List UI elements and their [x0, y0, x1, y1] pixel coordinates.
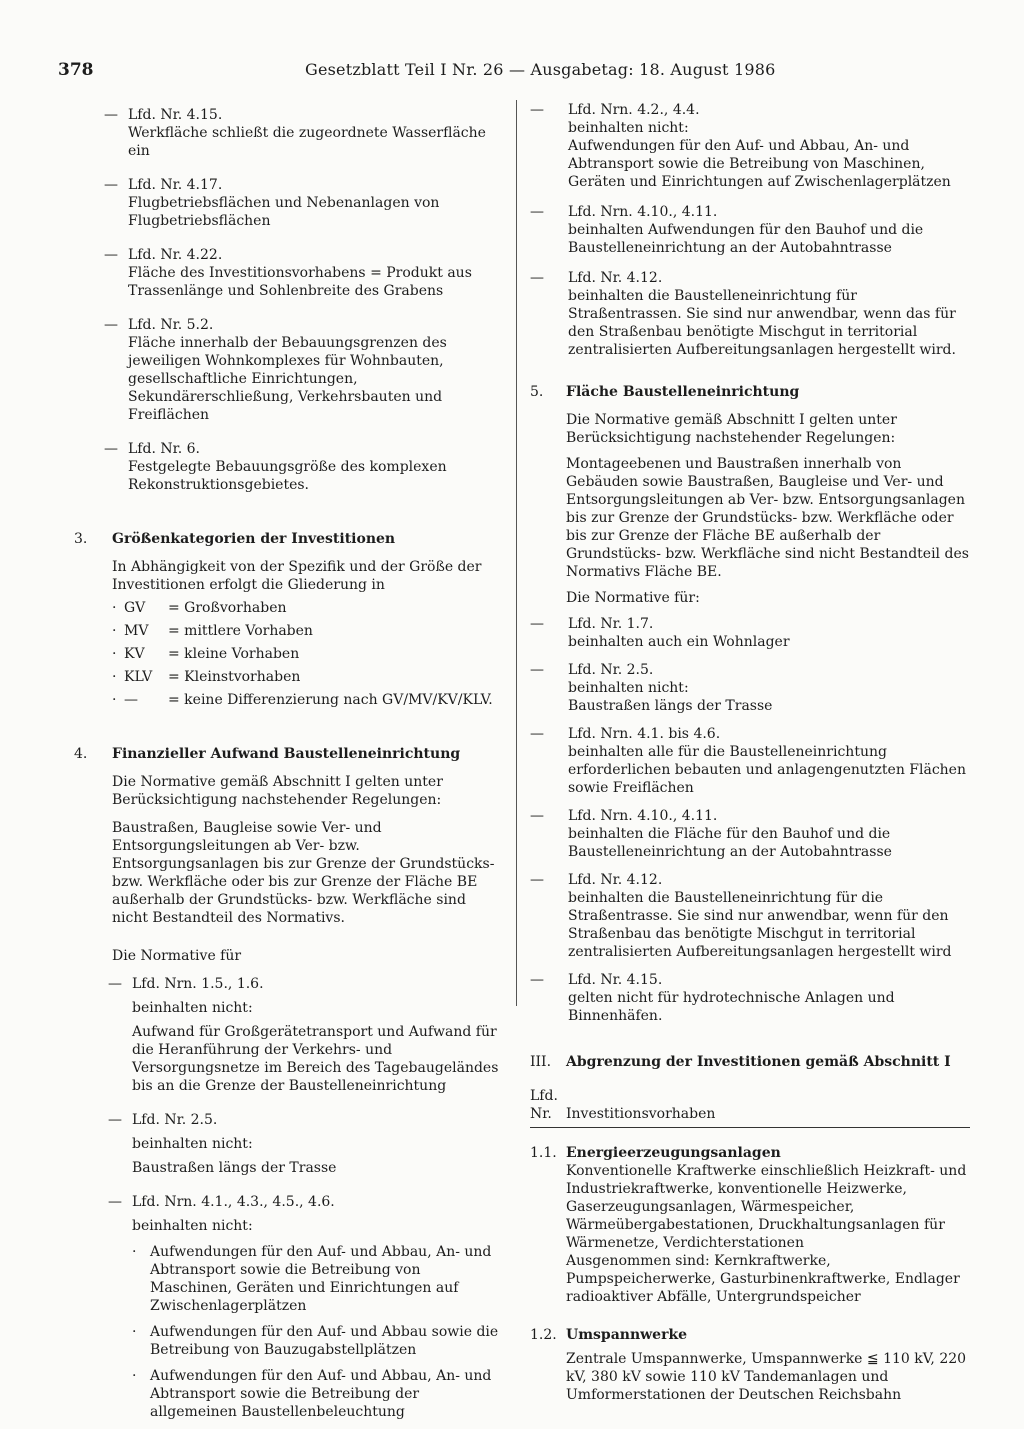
- dash: —: [104, 441, 118, 457]
- column-header-lfd: Lfd.: [530, 1088, 558, 1104]
- section-heading: [74, 745, 506, 763]
- dash: —: [108, 1112, 122, 1128]
- item-ref: Lfd. Nrn. 4.10., 4.11.: [568, 808, 718, 824]
- bullet: ·: [132, 1368, 137, 1384]
- bullet-item: [84, 1367, 506, 1421]
- item-text: Werkfläche schließt die zugeordnete Wasserfläche ein: [128, 125, 486, 159]
- list-item: [84, 176, 506, 230]
- item-text: Baustraßen längs der Trasse: [132, 1160, 337, 1176]
- column-header-nr: Nr.: [530, 1106, 552, 1122]
- list-item: [530, 203, 970, 257]
- dash: —: [530, 808, 544, 824]
- section-heading: [74, 530, 506, 548]
- paragraph: Die Normative für:: [566, 590, 700, 606]
- list-item: [530, 971, 970, 1025]
- item-ref: Lfd. Nrn. 4.2., 4.4.: [568, 102, 700, 118]
- entry-text: Ausgenommen sind: Kernkraftwerke, Pumpspeicherwerke, Gasturbinenkraftwerke, Endlager radioaktiver Abfälle, Untergrundspeicher: [566, 1253, 960, 1305]
- item-text: beinhalten die Fläche für den Bauhof und die Baustelleneinrichtung an der Autobahntrasse: [568, 826, 892, 860]
- list-item: [84, 316, 506, 424]
- item-text: Aufwendungen für den Auf- und Abbau, An- und Abtransport sowie die Betreibung von Maschinen, Geräten und Einrichtungen auf Zwischenlagerplätzen: [568, 138, 951, 190]
- item-text: Festgelegte Bebauungsgröße des komplexen Rekonstruktionsgebietes.: [128, 459, 447, 493]
- section-title: Finanzieller Aufwand Baustelleneinrichtung: [112, 746, 461, 762]
- section-number: 3.: [74, 531, 88, 547]
- dash: —: [104, 177, 118, 193]
- item-text: beinhalten nicht:: [568, 120, 689, 136]
- list-item: [84, 1111, 506, 1177]
- category-abbr: KLV: [124, 669, 153, 685]
- page-number: 378: [58, 60, 94, 80]
- category-abbr: MV: [124, 623, 149, 639]
- entry-number: 1.2.: [530, 1327, 557, 1343]
- list-item: [530, 615, 970, 651]
- bullet: ·: [112, 623, 117, 639]
- item-text: Flugbetriebsflächen und Nebenanlagen von Flugbetriebsflächen: [128, 195, 440, 229]
- category-def: = mittlere Vorhaben: [168, 623, 313, 639]
- item-text: beinhalten auch ein Wohnlager: [568, 634, 790, 650]
- item-ref: Lfd. Nr. 5.2.: [128, 317, 214, 333]
- entry-number: 1.1.: [530, 1145, 557, 1161]
- list-item: [84, 106, 506, 160]
- item-ref: Lfd. Nr. 4.15.: [568, 972, 663, 988]
- bullet-item: [84, 1243, 506, 1315]
- bullet: ·: [132, 1244, 137, 1260]
- list-item: [530, 725, 970, 797]
- bullet: ·: [112, 600, 117, 616]
- entry-text: Konventionelle Kraftwerke einschließlich Heizkraft- und Industriekraftwerke, konventionelle Heizwerke, Gaserzeugungsanlagen, Wärmespeicher, Wärmeübergabestationen, Druckhaltungsanlagen für Wärmenetze, Verdichterstationen: [566, 1163, 967, 1251]
- column-divider: [516, 100, 517, 1006]
- category-abbr: GV: [124, 600, 146, 616]
- item-text: beinhalten nicht:: [568, 680, 689, 696]
- item-ref: Lfd. Nrn. 4.1., 4.3., 4.5., 4.6.: [132, 1194, 335, 1210]
- entry-text: Zentrale Umspannwerke, Umspannwerke ≦ 110 kV, 220 kV, 380 kV sowie 110 kV Tandemanlagen und Umformerstationen der Deutschen Reichsbahn: [566, 1351, 967, 1403]
- dash: —: [530, 662, 544, 678]
- dash: —: [530, 102, 544, 118]
- dash: —: [530, 726, 544, 742]
- paragraph: Die Normative für: [112, 948, 242, 964]
- item-text: Aufwand für Großgerätetransport und Aufwand für die Heranführung der Verkehrs- und Versorgungsnetze im Bereich des Tagebaugeländes bis an die Grenze der Baustelleneinrichtung: [132, 1024, 499, 1094]
- category-def: = keine Differenzierung nach GV/MV/KV/KLV.: [168, 692, 493, 708]
- list-item: [84, 440, 506, 494]
- dash: —: [104, 247, 118, 263]
- dash: —: [530, 616, 544, 632]
- list-item: [84, 1193, 506, 1235]
- item-ref: Lfd. Nr. 6.: [128, 441, 201, 457]
- right-column: [530, 101, 970, 1404]
- bullet: ·: [112, 669, 117, 685]
- paragraph: Montageebenen und Baustraßen innerhalb von Gebäuden sowie Baustraßen, Baugleise und Ver- und Entsorgungsleitungen ab Ver- bzw. Entsorgungsanlagen bis zur Grenze der Grundstücks- bzw. Werkfläche oder bis zur Grenze der Fläche BE außerhalb der Grundstücks- bzw. Werkfläche sind nicht Bestandteil des Normativs Fläche BE.: [566, 456, 969, 580]
- table-row: [530, 1144, 970, 1306]
- dash: —: [108, 1194, 122, 1210]
- column-header-investitionsvorhaben: Investitionsvorhaben: [566, 1106, 716, 1122]
- category-row: [84, 622, 506, 640]
- section-heading: [530, 1053, 970, 1071]
- section-number: 5.: [530, 384, 544, 400]
- category-def: = kleine Vorhaben: [168, 646, 300, 662]
- dash: —: [530, 204, 544, 220]
- section-title: Fläche Baustelleneinrichtung: [566, 384, 800, 400]
- category-row: [84, 645, 506, 663]
- paragraph: Die Normative gemäß Abschnitt I gelten unter Berücksichtigung nachstehender Regelungen:: [566, 412, 897, 446]
- list-item: [530, 269, 970, 359]
- item-ref: Lfd. Nr. 4.12.: [568, 872, 663, 888]
- category-row: [84, 691, 506, 709]
- list-item: [530, 871, 970, 961]
- section-number: 4.: [74, 746, 88, 762]
- item-ref: Lfd. Nr. 4.12.: [568, 270, 663, 286]
- paragraph: Die Normative gemäß Abschnitt I gelten unter Berücksichtigung nachstehender Regelungen:: [112, 774, 443, 808]
- item-text: beinhalten nicht:: [132, 1000, 253, 1016]
- table-row: [530, 1326, 970, 1404]
- paragraph: In Abhängigkeit von der Spezifik und der Größe der Investitionen erfolgt die Gliederung in: [112, 559, 482, 593]
- item-text: beinhalten die Baustelleneinrichtung für die Straßentrasse. Sie sind nur anwendbar, wenn für den Straßenbau das benötigte Mischgut in territorial zentralisierten Aufbereitungsanlagen hergestellt wird: [568, 890, 952, 960]
- list-item: [84, 975, 506, 1095]
- entry-title: Umspannwerke: [566, 1327, 688, 1343]
- item-text: gelten nicht für hydrotechnische Anlagen und Binnenhäfen.: [568, 990, 895, 1024]
- item-ref: Lfd. Nr. 2.5.: [568, 662, 654, 678]
- bullet-item: [84, 1323, 506, 1359]
- dash: —: [530, 972, 544, 988]
- list-item: [530, 807, 970, 861]
- category-abbr: —: [124, 692, 138, 708]
- item-text: beinhalten alle für die Baustelleneinrichtung erforderlichen bebauten und anlagengenutzten Flächen sowie Freiflächen: [568, 744, 966, 796]
- category-row: [84, 668, 506, 686]
- left-column: [74, 106, 506, 1429]
- category-row: [84, 599, 506, 617]
- dash: —: [104, 107, 118, 123]
- dash: —: [530, 270, 544, 286]
- section-title: Abgrenzung der Investitionen gemäß Abschnitt I: [566, 1054, 951, 1070]
- paragraph: Baustraßen, Baugleise sowie Ver- und Entsorgungsleitungen ab Ver- bzw. Entsorgungsanlagen bis zur Grenze der Grundstücks- bzw. Werkfläche oder bis zur Grenze der Fläche BE außerhalb der Grundstücks- bzw. Werkfläche sind nicht Bestandteil des Normativs.: [112, 820, 495, 926]
- bullet: ·: [132, 1324, 137, 1340]
- item-ref: Lfd. Nr. 1.7.: [568, 616, 654, 632]
- list-item: [530, 661, 970, 715]
- bullet: ·: [112, 692, 117, 708]
- list-item: [530, 101, 970, 191]
- item-ref: Lfd. Nr. 4.22.: [128, 247, 223, 263]
- item-ref: Lfd. Nrn. 4.10., 4.11.: [568, 204, 718, 220]
- dash: —: [104, 317, 118, 333]
- bullet-text: Aufwendungen für den Auf- und Abbau, An- und Abtransport sowie die Betreibung der allgemeinen Baustellenbeleuchtung: [150, 1368, 492, 1420]
- section-number: III.: [530, 1054, 552, 1070]
- item-text: beinhalten nicht:: [132, 1136, 253, 1152]
- item-text: beinhalten Aufwendungen für den Bauhof und die Baustelleneinrichtung an der Autobahntrasse: [568, 222, 924, 256]
- page-header-title: Gesetzblatt Teil I Nr. 26 — Ausgabetag: 18. August 1986: [305, 60, 776, 79]
- item-text: beinhalten nicht:: [132, 1218, 253, 1234]
- bullet-text: Aufwendungen für den Auf- und Abbau sowie die Betreibung von Bauzugabstellplätzen: [150, 1324, 499, 1358]
- dash: —: [530, 872, 544, 888]
- item-text: Fläche innerhalb der Bebauungsgrenzen des jeweiligen Wohnkomplexes für Wohnbauten, gesellschaftliche Einrichtungen, Sekundärerschließung, Verkehrsbauten und Freiflächen: [128, 335, 447, 423]
- item-text: Baustraßen längs der Trasse: [568, 698, 773, 714]
- item-ref: Lfd. Nr. 4.17.: [128, 177, 223, 193]
- bullet-text: Aufwendungen für den Auf- und Abbau, An- und Abtransport sowie die Betreibung von Maschinen, Geräten und Einrichtungen auf Zwischenlagerplätzen: [150, 1244, 492, 1314]
- item-ref: Lfd. Nr. 2.5.: [132, 1112, 218, 1128]
- list-item: [84, 246, 506, 300]
- item-text: beinhalten die Baustelleneinrichtung für Straßentrassen. Sie sind nur anwendbar, wenn das für den Straßenbau benötigte Mischgut in territorial zentralisierten Aufbereitungsanlagen hergestellt wird.: [568, 288, 956, 358]
- item-ref: Lfd. Nr. 4.15.: [128, 107, 223, 123]
- section-title: Größenkategorien der Investitionen: [112, 531, 396, 547]
- category-abbr: KV: [124, 646, 145, 662]
- category-def: = Großvorhaben: [168, 600, 287, 616]
- dash: —: [108, 976, 122, 992]
- item-ref: Lfd. Nrn. 1.5., 1.6.: [132, 976, 264, 992]
- bullet: ·: [112, 646, 117, 662]
- item-text: Fläche des Investitionsvorhabens = Produkt aus Trassenlänge und Sohlenbreite des Grabens: [128, 265, 472, 299]
- entry-title: Energieerzeugungsanlagen: [566, 1145, 781, 1161]
- table-header: [530, 1087, 970, 1128]
- item-ref: Lfd. Nrn. 4.1. bis 4.6.: [568, 726, 721, 742]
- section-heading: [530, 383, 970, 401]
- category-def: = Kleinstvorhaben: [168, 669, 301, 685]
